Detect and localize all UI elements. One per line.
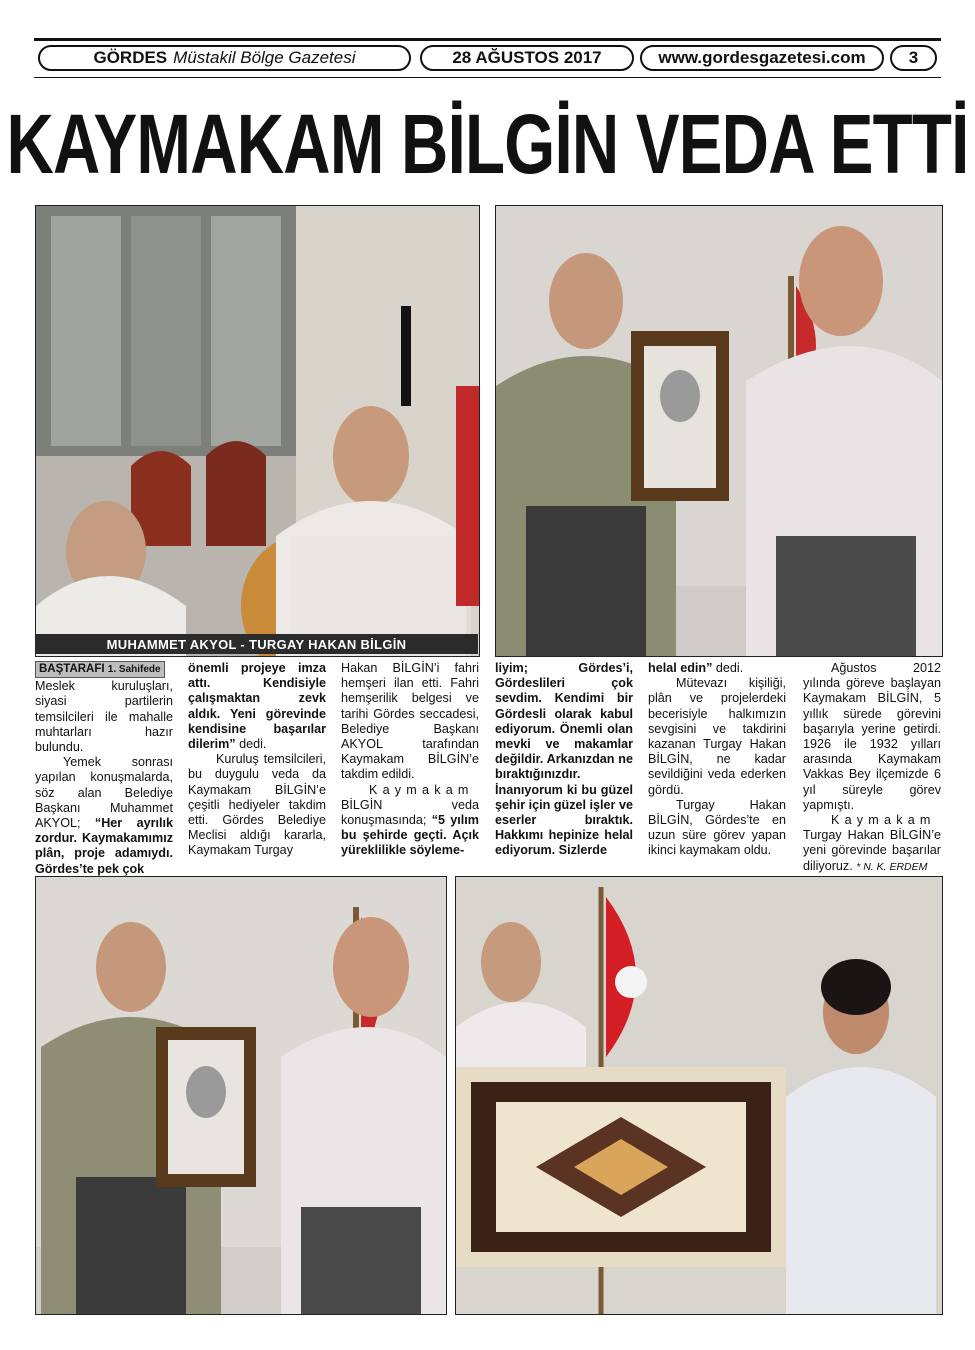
page-number-pill <box>890 45 937 71</box>
photo-caption: MUHAMMET AKYOL - TURGAY HAKAN BİLGİN <box>35 634 478 654</box>
article-column-5 <box>648 661 786 859</box>
article-paragraph: Ağustos 2012 yılında göreve başlayan Kaymakam BİLGİN, 5 yıllık sürede görevini başarıyla yerine getirdi. 1926 ile 1932 yılları arasında Kaymakam Vakkas Bey ilçemizde 6 yıl süreyle görev yapmıştı. <box>803 661 941 812</box>
article-paragraph: Hakan BİLGİN’i fahri hemşeri ilan etti. Fahri hemşerilik belgesi ve tarihi Gördes seccadesi, Belediye Başkanı AKYOL tarafından Kaymakam BİLGİN’e takdim edildi. <box>341 661 479 782</box>
paper-subtitle: Müstakil Bölge Gazetesi <box>173 48 356 67</box>
article-paragraph <box>803 813 941 875</box>
kicker-label: BAŞTARAFI <box>39 663 105 675</box>
photo-portrait-gift-2 <box>35 876 447 1315</box>
headline: KAYMAKAM BİLGİN VEDA ETTİ <box>6 96 969 191</box>
article-text: dedi. <box>715 661 744 675</box>
page-number: 3 <box>908 48 919 67</box>
photo-portrait-gift <box>495 205 943 657</box>
article-column-3 <box>341 661 479 859</box>
article-paragraph <box>188 661 326 752</box>
mayor-quote: “Her ayrılık zordur. Kaymakamımız plân, proje adamıydı. Gördes’te pek çok <box>35 816 173 876</box>
article-column-6 <box>803 661 941 875</box>
mayor-quote-cont: önemli projeye imza attı. Kendisiyle çalışmaktan zevk aldık. Yeni görevinde kendisine başarılar dilerim” <box>188 661 326 752</box>
article-text-spaced: Kaymakam <box>831 813 936 828</box>
website-link[interactable]: www.gordesgazetesi.com <box>658 48 866 67</box>
article-paragraph <box>35 755 173 877</box>
paper-name-pill <box>38 45 411 71</box>
article-column-4 <box>495 661 633 859</box>
article-paragraph: Kuruluş temsilcileri, bu duygulu veda da Kaymakam BİLGİN’e çeşitli hediyeler takdim etti. Gördes Belediye Meclisi aldığı kararla, Kaymakam Turgay <box>188 752 326 858</box>
photo-speech-image <box>36 206 479 656</box>
governor-quote-end: helal edin” <box>648 661 713 675</box>
governor-quote-cont: liyim; Gördes’i, Gördeslileri çok sevdim. Kendimi bir Gördesli olarak kabul ediyorum. Önemli olan mevki ve makamlar değildir. Arkanızdan ne bıraktığınızdır. İnanıyorum ki bu güzel şehir için güzel işler ve eserler bıraktık. Hakkımı hepinize helal ediyorum. Sizlerde <box>495 661 633 858</box>
article-text: dedi. <box>239 737 267 752</box>
article-text: BİLGİN veda konuşmasında; <box>341 797 479 828</box>
article-paragraph <box>648 661 786 676</box>
photo-carpet-gift <box>455 876 943 1315</box>
article-paragraph: Turgay Hakan BİLGİN, Gördes’te en uzun süre görev yapan ikinci kaymakam oldu. <box>648 797 786 858</box>
article-text-spaced: Kaymakam <box>369 782 474 797</box>
masthead <box>34 38 941 78</box>
photo-portrait-gift-image <box>496 206 942 656</box>
continuation-kicker <box>35 661 165 678</box>
date-pill <box>420 45 634 71</box>
issue-date: 28 AĞUSTOS 2017 <box>452 48 602 67</box>
paper-name: GÖRDES <box>93 48 168 67</box>
article-column-1 <box>35 661 173 877</box>
article-text: Yemek sonrası yapılan konuşmalarda, söz alan Belediye Başkanı Muhammet AKYOL; <box>35 755 173 831</box>
article-paragraph <box>341 783 479 859</box>
photo-portrait-gift-2-image <box>36 877 446 1314</box>
article-text: Turgay Hakan BİLGİN’e yeni görevinde başarılar diliyoruz. <box>803 828 941 873</box>
article-paragraph: Meslek kuruluşları, siyasi partilerin temsilcileri ile mahalle muhtarları hazır bulundu. <box>35 679 173 755</box>
photo-speech <box>35 205 480 657</box>
website-pill[interactable] <box>640 45 884 71</box>
article-column-2 <box>188 661 326 859</box>
governor-quote: “5 yılım bu şehirde geçti. Açık yüreklilikle söyleme- <box>341 813 480 858</box>
kicker-reference: 1. Sahifede <box>107 664 161 675</box>
author-byline: * N. K. ERDEM <box>856 860 928 873</box>
article-paragraph: Mütevazı kişiliği, plân ve projelerdeki becerisiyle halkımızın sevgisini ve takdirini kazanan Turgay Hakan BİLGİN, ne kadar sevildiğini veda ederken gördü. <box>648 676 786 797</box>
photo-carpet-gift-image <box>456 877 942 1314</box>
